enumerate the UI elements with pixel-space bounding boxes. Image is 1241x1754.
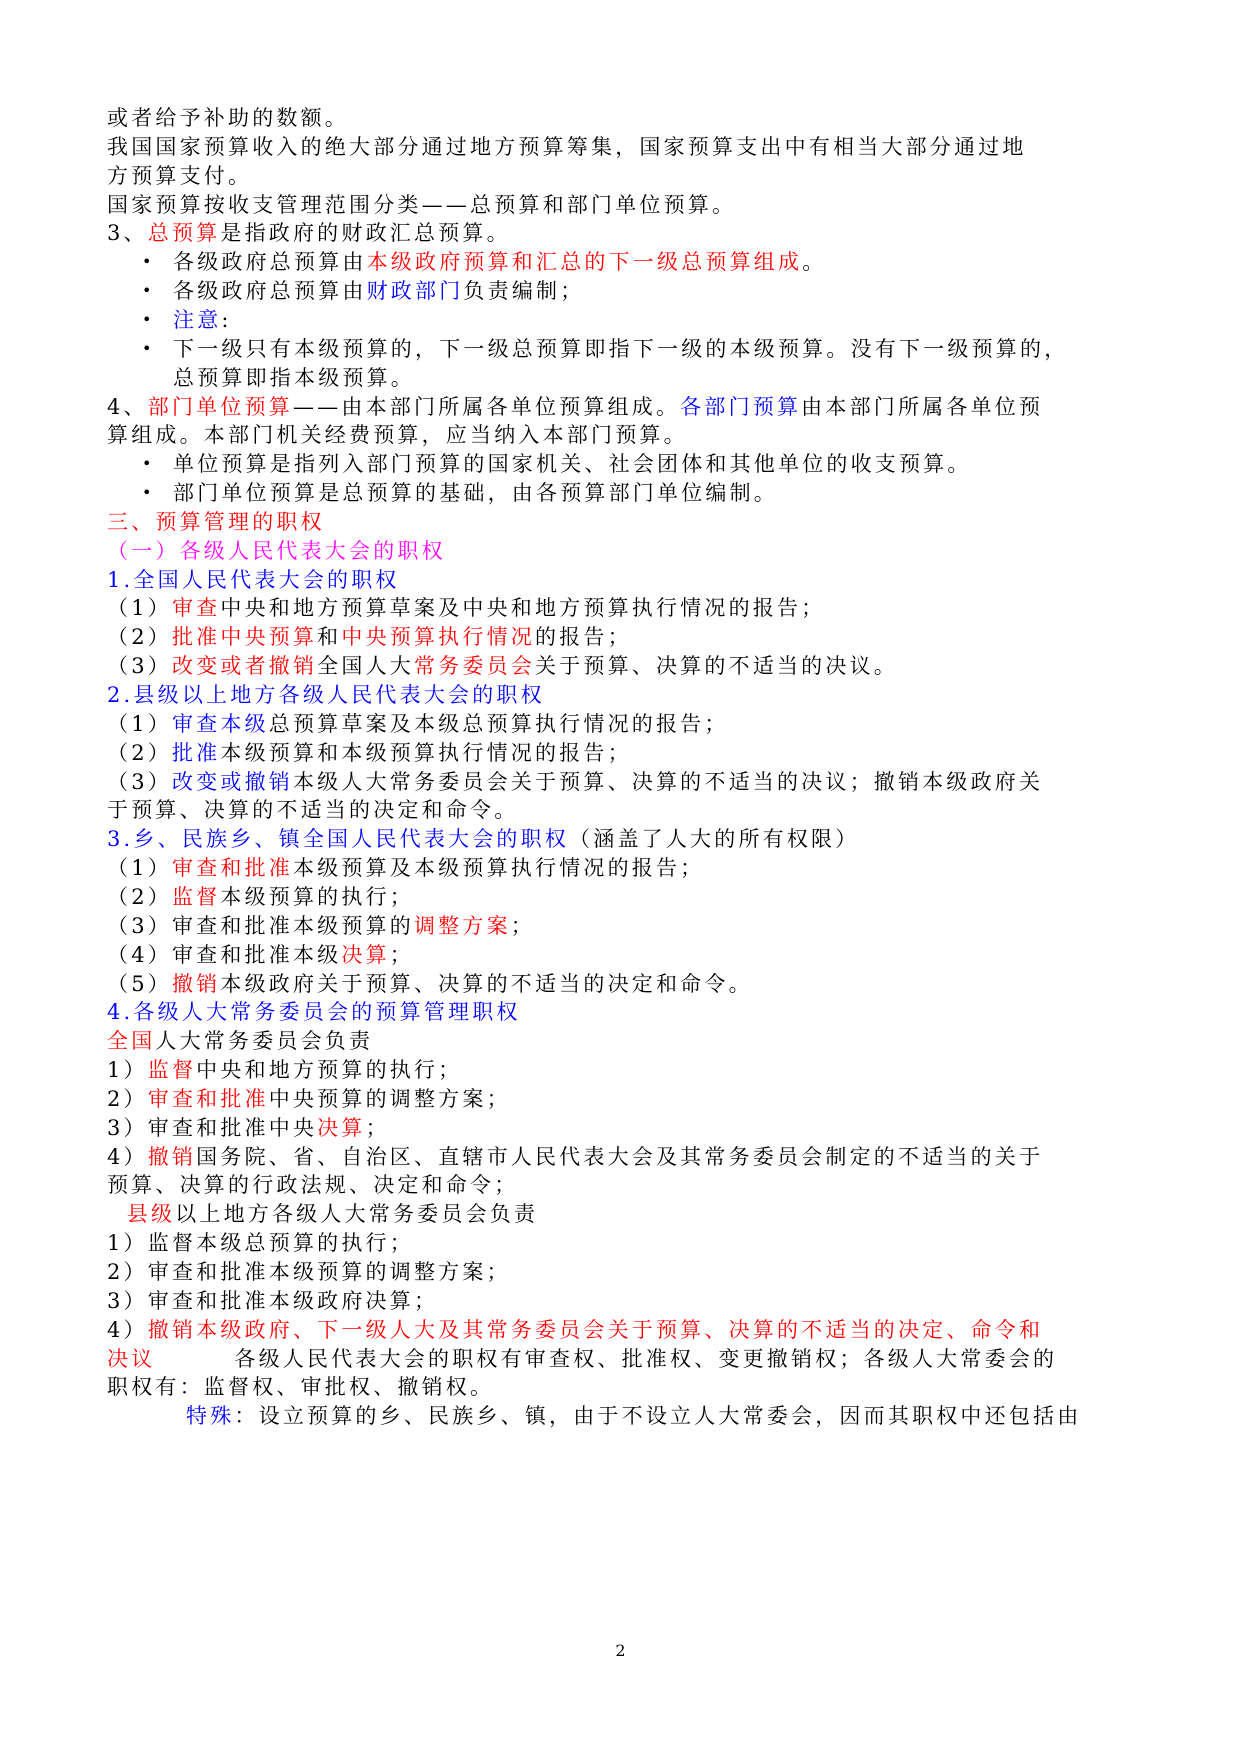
text-run: 审查本级 [171,711,269,736]
text-run: （3）审查和批准本级预算的 [107,913,414,938]
text-run: 县级 [126,1202,176,1227]
text-run: ； [389,942,414,967]
text-run: 各级人民代表大会的职权有审查权、批准权、变更撤销权；各级人大常委会的 [155,1346,1058,1371]
text-run: 关于预算、决算的不适当的决议。 [534,654,898,679]
text-run: （涵盖了人大的所有权限） [569,827,860,852]
text-run: 国家预算按收支管理范围分类——总预算和部门单位预算。 [107,192,737,217]
text-run [107,1202,127,1226]
text-run: 财政部门 [366,279,464,304]
text-run: （3） [107,654,172,679]
text-run: （2） [107,884,172,909]
text-line [107,1027,373,1055]
text-run: 审查和批准 [171,856,293,881]
text-run: 总预算即指本级预算。 [173,365,415,390]
text-line [107,652,898,680]
text-run: 国务院、省、自治区、直辖市人民代表大会及其常务委员会制定的不适当的关于 [196,1144,1044,1169]
text-line [107,1171,518,1199]
text-line [107,219,511,247]
text-run: 各级政府总预算由 [173,250,367,275]
text-run: 2） [107,1086,148,1111]
bullet-item [173,335,1068,363]
bullet-item [173,450,972,478]
text-run: 决议 [107,1346,156,1371]
text-run: （1） [107,596,172,621]
text-run: 算组成。本部门机关经费预算，应当纳入本部门预算。 [107,423,688,448]
text-run: 监督 [171,884,221,909]
text-run: 2.县级以上地方各级人民代表大会的职权 [107,683,545,707]
text-line [107,623,632,651]
text-run: 中央和地方预算草案及中央和地方预算执行情况的报告； [220,596,826,621]
text-line [173,364,415,392]
text-run: （1） [107,856,172,881]
text-run: 单位预算是指列入部门预算的国家机关、社会团体和其他单位的收支预算。 [173,452,972,477]
text-run: 撤销本级政府、下一级人大及其常务委员会关于预算、决算的不适当的决定、命令和 [147,1317,1044,1342]
text-run: 是指政府的财政汇总预算。 [220,221,511,246]
text-run: 中央预算执行情况 [341,625,535,650]
text-run: 全国人大 [317,654,414,679]
text-run: 决算 [341,942,390,967]
text-run: 三、预算管理的职权 [107,509,325,534]
text-run: （4）审查和批准本级 [107,942,342,967]
bullet-item [173,306,232,334]
text-run: 总预算草案及本级总预算执行情况的报告； [268,711,729,736]
bullet-marker: • [142,483,152,503]
text-run: 1）监督本级总预算的执行； [107,1231,414,1256]
text-run: 本级预算和本级预算执行情况的报告； [220,740,632,765]
text-run: 各部门预算 [680,394,802,419]
text-run: 2）审查和批准本级预算的调整方案； [107,1260,511,1284]
bullet-marker: • [142,281,152,301]
text-run: 3）审查和批准本级政府决算； [107,1288,439,1313]
text-line [107,537,446,565]
text-run [107,1404,186,1428]
text-run: 本级预算及本级预算执行情况的报告； [292,856,705,881]
text-line [107,162,252,190]
text-run: 监督 [147,1058,197,1083]
text-line [107,681,545,709]
text-run: （2） [107,625,172,650]
text-run: 批准 [171,740,221,765]
text-line [107,941,414,969]
text-line [107,825,859,853]
text-run: 调整方案 [413,913,511,938]
bullet-marker: • [142,252,152,272]
text-run: 。 [802,250,827,275]
text-run: 审查 [171,596,221,621]
text-line [107,566,400,594]
text-line [107,912,535,940]
text-line [107,421,688,449]
text-run: 4） [107,1317,148,1342]
text-line [107,796,518,824]
text-run: （2） [107,740,172,765]
text-run: 和 [317,625,342,650]
text-line [107,104,349,132]
text-run: 决算 [317,1115,366,1140]
text-run: 全国 [107,1029,156,1054]
text-run: 人大常务委员会负责 [155,1029,374,1054]
text-run: ——由本部门所属各单位预算组成。 [292,394,681,419]
text-run: 总预算 [147,221,221,246]
text-run: ：设立预算的乡、民族乡、镇，由于不设立人大常委会，因而其职权中还包括由 [234,1404,1082,1429]
text-run: 部门单位预算是总预算的基础，由各预算部门单位编制。 [173,481,778,506]
text-run: 方预算支付。 [107,163,253,188]
text-line [107,1402,1081,1430]
text-run: 中央预算的调整方案； [268,1086,511,1111]
text-run: 特殊 [186,1404,235,1429]
text-run: （3） [107,769,172,794]
text-line [107,1200,538,1228]
text-run: 于预算、决算的不适当的决定和命令。 [107,798,519,823]
text-line [107,1114,390,1142]
text-run: 批准中央预算 [171,625,318,650]
text-run: 4） [107,1144,148,1169]
text-run: 或者给予补助的数额。 [107,106,349,130]
text-run: 3.乡、民族乡、镇全国人民代表大会的职权 [107,827,570,852]
text-run: 我国国家预算收入的绝大部分通过地方预算筹集，国家预算支出中有相当大部分通过地 [107,134,1027,159]
text-run: 1） [107,1058,148,1083]
text-line [107,594,825,622]
text-line [107,739,632,767]
text-line [107,393,1043,421]
text-run: 部门单位预算 [147,394,293,419]
text-line [107,1143,1043,1171]
text-run: 各级政府总预算由 [173,279,367,304]
text-line [107,1316,1043,1344]
text-run: 中央和地方预算的执行； [196,1058,463,1083]
bullet-item [173,479,778,507]
text-run: （一）各级人民代表大会的职权 [107,538,446,563]
text-run: 本级政府关于预算、决算的不适当的决定和命令。 [220,971,753,996]
text-line [107,133,1027,161]
text-line [107,1373,494,1401]
text-run: 改变或者撤销 [171,654,318,679]
text-run: 改变或撤销 [171,769,293,794]
bullet-marker: • [142,338,152,358]
text-run: （1） [107,711,172,736]
text-run: 常务委员会 [413,654,535,679]
text-run: 4.各级人大常务委员会的预算管理职权 [107,1000,521,1025]
bullet-item [173,277,584,305]
text-run: 由本部门所属各单位预 [801,394,1044,419]
text-run: 注意 [173,307,222,332]
text-line [107,998,521,1026]
text-run: 本级政府预算和汇总的下一级总预算组成 [366,250,803,275]
text-run: 的报告； [534,625,632,650]
text-line [107,1258,511,1286]
text-run: 3、 [107,221,148,246]
bullet-item [173,248,826,276]
text-line [107,710,729,738]
text-run: ； [365,1115,390,1140]
text-line [107,508,325,536]
text-line [107,1085,511,1113]
text-line [107,768,1043,796]
text-run: : [221,307,232,332]
bullet-marker: • [142,309,152,329]
text-run: 1.全国人民代表大会的职权 [107,567,400,592]
text-line [107,854,704,882]
text-line [107,1056,462,1084]
text-run: 撤销 [147,1144,197,1169]
text-run: 本级预算的执行； [220,884,414,909]
text-run: 预算、决算的行政法规、决定和命令； [107,1173,519,1198]
bullet-marker: • [142,454,152,474]
text-line [107,970,753,998]
text-run: 下一级只有本级预算的，下一级总预算即指下一级的本级预算。没有下一级预算的， [173,336,1069,361]
text-run: 职权有：监督权、审批权、撤销权。 [107,1375,495,1400]
text-run: 4、 [107,394,148,419]
text-run: 审查和批准 [147,1086,269,1111]
text-line [107,1229,414,1257]
text-line [107,191,736,219]
text-run: ； [510,913,535,938]
text-run: 本级人大常务委员会关于预算、决算的不适当的决议；撤销本级政府关 [292,769,1044,794]
text-run: 以上地方各级人大常务委员会负责 [175,1202,539,1227]
text-line [107,1345,1057,1373]
text-run: 负责编制； [463,279,585,304]
page-number: 2 [615,1641,626,1660]
text-run: 撤销 [171,971,221,996]
text-run: 3）审查和批准中央 [107,1115,318,1140]
text-run: （5） [107,971,172,996]
text-line [107,1287,438,1315]
text-line [107,883,414,911]
